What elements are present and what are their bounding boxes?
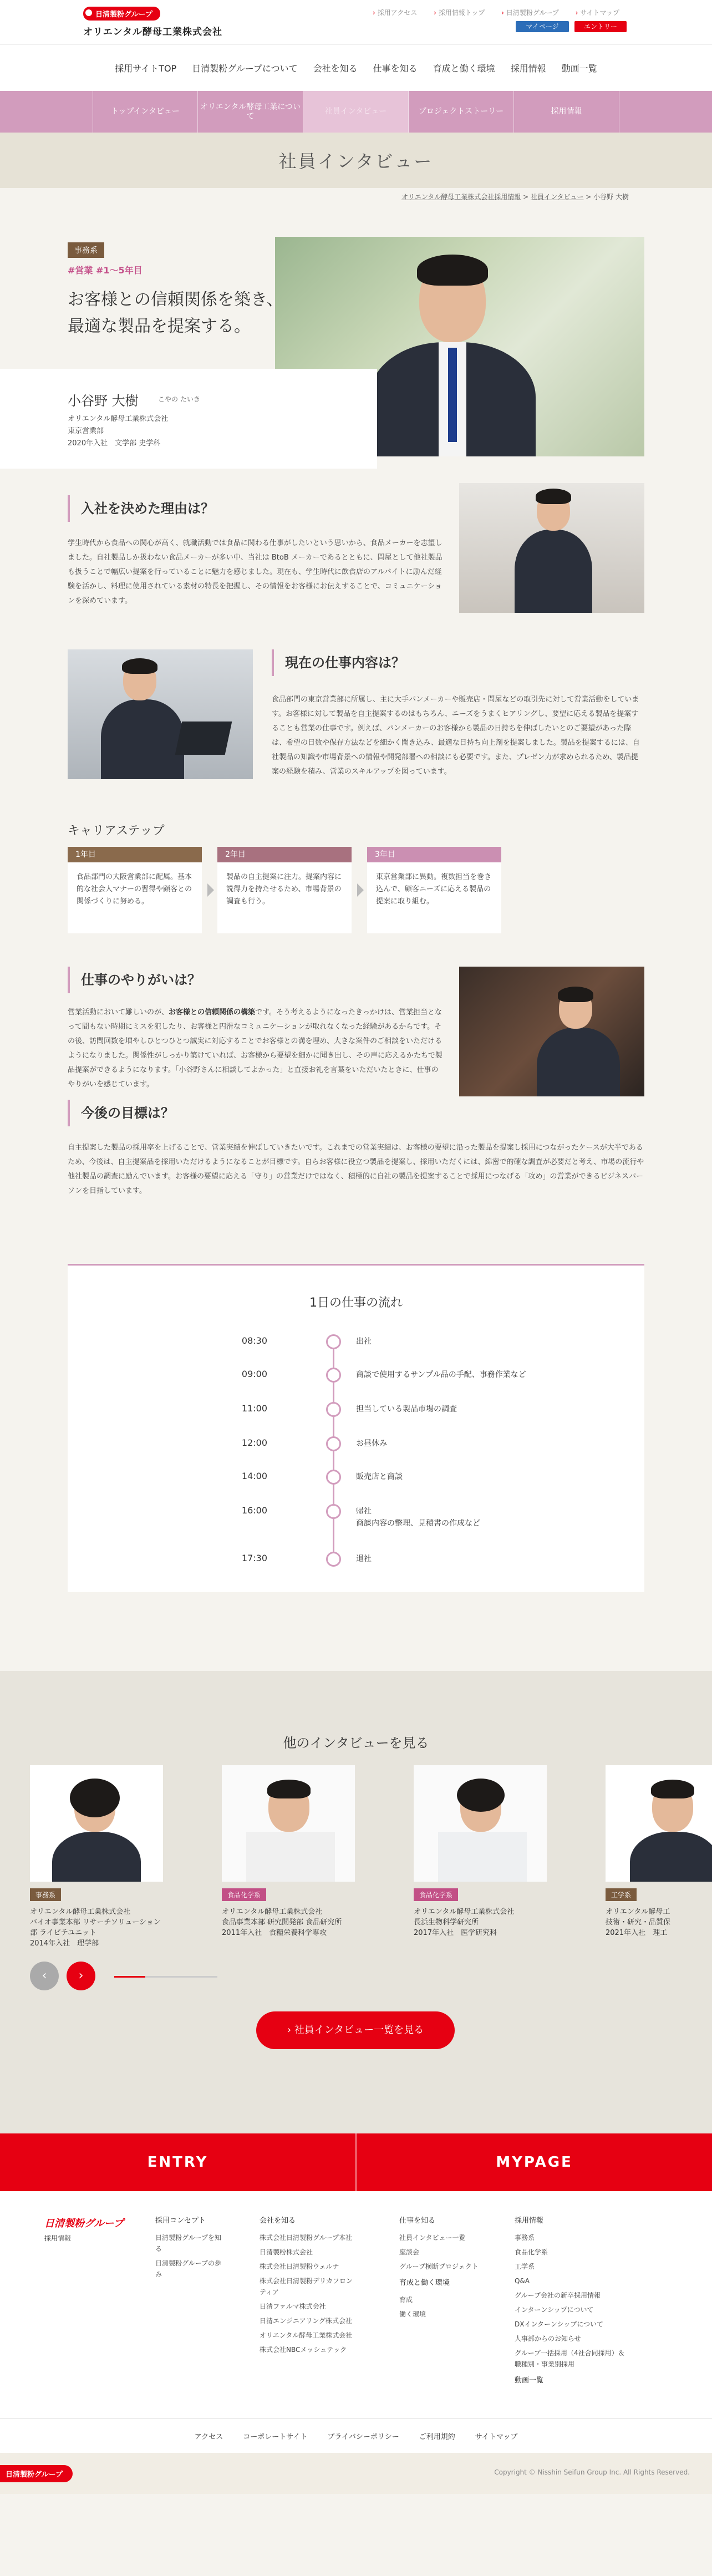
site-header bbox=[0, 0, 712, 44]
footer-link[interactable]: アクセス bbox=[194, 2433, 223, 2441]
footer-logo[interactable]: 日清製粉グループ 採用情報 bbox=[44, 2218, 124, 2242]
page-title: 社員インタビュー bbox=[0, 133, 712, 188]
gnav-item[interactable]: 採用サイトTOP bbox=[115, 63, 177, 74]
card-text: オリエンタル酵母工業株式会社 長浜生物科学研究所 2017年入社 医学研究科 bbox=[414, 1908, 515, 1937]
breadcrumb-link[interactable]: オリエンタル酵母工業株式会社採用情報 bbox=[401, 193, 521, 201]
mypage-link[interactable]: MYPAGE bbox=[496, 2154, 573, 2171]
section-heading: 今後の目標は？ bbox=[68, 1100, 174, 1126]
laptop-photo bbox=[68, 649, 253, 779]
footer-link[interactable]: ご利用規約 bbox=[419, 2433, 455, 2441]
footer-col: 仕事を知る 社員インタビュー一覧 座談会 グループ横断プロジェクト 育成と働く環境 育成 働く環境 bbox=[399, 2217, 479, 2318]
breadcrumb-current: 小谷野 大樹 bbox=[593, 193, 629, 201]
section-work bbox=[0, 649, 712, 821]
card-photo bbox=[606, 1765, 712, 1882]
next-button[interactable]: › bbox=[67, 1962, 95, 1990]
career-steps bbox=[0, 821, 712, 967]
footer-col: 採用情報 事務系 食品化学系 工学系 Q&A グループ会社の新卒採用情報 インターンシップについて DXインターンシップについて 人事部からのお知らせ グループ一括採用（4社合同採用）＆職種別・事業別採用 動画一覧 bbox=[515, 2217, 625, 2385]
card-photo bbox=[414, 1765, 547, 1882]
gnav-item[interactable]: 仕事を知る bbox=[373, 63, 418, 74]
prev-button[interactable]: ‹ bbox=[30, 1962, 59, 1990]
footer-link[interactable]: プライバシーポリシー bbox=[327, 2433, 399, 2441]
hashtags: #営業 #1〜5年目 bbox=[68, 265, 143, 276]
util-link[interactable]: › サイトマップ bbox=[576, 9, 619, 17]
entry-button[interactable]: エントリー bbox=[574, 21, 627, 32]
career-step: 3年目 東京営業部に異動。複数担当を巻き込んで、顧客ニーズに応える製品の提案に取り組む。 bbox=[367, 847, 501, 933]
card-photo bbox=[30, 1765, 163, 1882]
section-heading: 仕事のやりがいは？ bbox=[68, 967, 201, 993]
section-goal bbox=[0, 1100, 712, 1264]
group-badge: 日清製粉グループ bbox=[83, 7, 160, 21]
card-text: オリエンタル酵母工業株式会社 バイオ事業本部 リサーチソリューション部 ライビテユニット 2014年入社 理学部 bbox=[30, 1908, 161, 1948]
interview-card[interactable] bbox=[414, 1765, 547, 1938]
hero bbox=[0, 206, 712, 483]
footer-group-logo[interactable]: 日清製粉グループ bbox=[0, 2465, 73, 2482]
util-link[interactable]: › 日清製粉グループ bbox=[501, 9, 559, 17]
section-text: 自主提案した製品の採用率を上げることで、営業実績を伸ばしていきたいです。これまでの営業実績は、お客様の要望に沿った製品を提案し採用につながったケースが大半であるため、今後は、自主提案品を採用いただけるようになることが目標です。自らお客様に役立つ製品を提案し、採用いただくには、綿密で的確な調査が必要だと考え、市場の流行や他社製品の調査に励んでいます。お客様の要望に応える「守り」の営業だけではなく、積極的に自社の製品を提案することで採用につなげる「攻め」の営業ができるビジネスパーソンを目指しています。 bbox=[68, 1144, 644, 1195]
section-heading: 現在の仕事内容は？ bbox=[272, 649, 405, 676]
card-category: 工学系 bbox=[606, 1888, 637, 1901]
subnav-item[interactable]: 採用情報 bbox=[514, 91, 619, 133]
interview-card[interactable] bbox=[222, 1765, 355, 1938]
career-step: 2年目 製品の自主提案に注力。提案内容に説得力を持たせるため、市場背景の調査も行う。 bbox=[217, 847, 352, 933]
sub-nav bbox=[0, 91, 712, 133]
daily-flow bbox=[0, 1264, 712, 1671]
step-arrow bbox=[357, 883, 364, 897]
section-text: 食品部門の東京営業部に所属し、主に大手パンメーカーや販売店・問屋などの取引先に対して営業活動をしています。お客様に対して製品を自主提案するのはもちろん、ニーズをうまくヒアリングし、要望に応える製品を提案することも営業の仕事です。例えば、パンメーカーのお客様から製品の日持ちを伸ばしたいとのご要望があった際は、希望の日数や保存方法などを細かく聞き込み、最適な日持ち向上剤を提案しました。製品を提案するには、自社製品の知識や市場背景への情報や開発部署への相談にも必要です。また、プレゼン力が求められるため、製品提案の経験を積み、営業のスキルアップを図っています。 bbox=[272, 695, 640, 776]
card-text: オリエンタル酵母工業株式会社 食品事業本部 研究開発部 食品研究所 2011年入社 食糧栄養科学専攻 bbox=[222, 1908, 342, 1937]
utility-links bbox=[373, 8, 634, 17]
section-text: 学生時代から食品への関心が高く、就職活動では食品に関わる仕事がしたいという思いから、食品メーカーを志望しました。自社製品しか扱わない食品メーカーが多い中、当社は BtoB メーカーであるとともに、問屋として他社製品も扱うことで幅広い提案を行っていることに魅力を感じました。現在も、学生時代に飲食店のアルバイトに励んだ経験を活かし、料理に使用されている素材の特長を把握し、その情報をお客様にお伝えすることで、コミュニケーションを深めています。 bbox=[68, 539, 443, 605]
section-rewarding bbox=[0, 967, 712, 1100]
section-reason bbox=[0, 483, 712, 649]
interview-card[interactable] bbox=[30, 1765, 163, 1949]
breadcrumb: オリエンタル酵母工業株式会社採用情報 > 社員インタビュー > 小谷野 大樹 bbox=[401, 193, 629, 201]
office-photo bbox=[459, 483, 644, 613]
section-heading: 入社を決めた理由は？ bbox=[68, 495, 214, 522]
card-category: 事務系 bbox=[30, 1888, 61, 1901]
mypage-button[interactable]: マイページ bbox=[516, 21, 569, 32]
corp-name: オリエンタル酵母工業株式会社 bbox=[83, 27, 222, 38]
interview-list-button[interactable]: › 社員インタビュー一覧を見る bbox=[256, 2011, 455, 2049]
catch-copy: お客様との信頼関係を築き、 最適な製品を提案する。 bbox=[68, 290, 283, 336]
footer-col: 会社を知る 株式会社日清製粉グループ本社 日清製粉株式会社 株式会社日清製粉ウェルナ 株式会社日清製粉デリカフロンティア 日清ファルマ株式会社 日清エンジニアリング株式会社 オリエンタル酵母工業株式会社 株式会社NBCメッシュテック bbox=[260, 2217, 353, 2354]
entry-link[interactable]: ENTRY bbox=[0, 2133, 357, 2191]
flow-title: 1日の仕事の流れ bbox=[309, 1296, 403, 1310]
logo[interactable] bbox=[83, 7, 227, 38]
employee-kana: こやの たいき bbox=[158, 395, 200, 403]
copyright-bar bbox=[0, 2453, 712, 2494]
career-step: 1年目 食品部門の大阪営業部に配属。基本的な社会人マナーの習得や顧客との関係づくりに努める。 bbox=[68, 847, 202, 933]
subnav-item[interactable]: トップインタビュー bbox=[93, 91, 198, 133]
footer-nav bbox=[0, 2191, 712, 2419]
gnav-item[interactable]: 動画一覧 bbox=[561, 63, 597, 74]
gnav-item[interactable]: 育成と働く環境 bbox=[433, 63, 495, 74]
breadcrumb-link[interactable]: 社員インタビュー bbox=[530, 193, 584, 201]
card-text: オリエンタル酵母工 技術・研究・品質保 2021年入社 理工 bbox=[606, 1908, 671, 1937]
other-interviews-title: 他のインタビューを見る bbox=[283, 1735, 429, 1751]
step-arrow bbox=[207, 883, 214, 897]
footer-col: 採用コンセプト 日清製粉グループを知る 日清製粉グループの歩み bbox=[155, 2217, 222, 2278]
subnav-item[interactable]: オリエンタル酵母工業について bbox=[198, 91, 303, 133]
util-link[interactable]: › 採用情報トップ bbox=[434, 9, 485, 17]
footer-bottom-links bbox=[0, 2419, 712, 2453]
section-text: 営業活動において難しいのが、お客様との信頼関係の構築です。そう考えるようになったきっかけは、営業担当となって間もない時期にミスを犯したり、お客様と円滑なコミュニケーションが取れなくなった経験があるからです。その後、訪問回数を増やしひとつひとつ誠実に対応することでお客様との溝を埋め、大きな案件のご相談をいただけるようになりました。関係性がしっかり築けていれば、お客様から要望を細かに聞き出し、その声に応えるかたちで製品提案ができるようになります。「小谷野さんに相談してよかった」と直接お礼を言葉をいただいたときに、仕事のやりがいを感じています。 bbox=[68, 1008, 443, 1089]
gnav-item[interactable]: 採用情報 bbox=[510, 63, 546, 74]
gnav-item[interactable]: 日清製粉グループについて bbox=[192, 63, 298, 74]
subnav-item-active[interactable]: 社員インタビュー bbox=[303, 91, 409, 133]
card-photo bbox=[222, 1765, 355, 1882]
footer-link[interactable]: コーポレートサイト bbox=[243, 2433, 308, 2441]
subnav-item[interactable]: プロジェクトストーリー bbox=[409, 91, 514, 133]
flow-box: 1日の仕事の流れ 08:30 出社 09:00 商談で使用するサンプル品の手配、事務作業など 11:00 担当している製品市場の調査 12:00 お昼休み 14:00 販売店と商談 16:00 帰社 商談内容の整理、見積書の作成など 17:30 退社 bbox=[68, 1264, 644, 1592]
other-interviews bbox=[0, 1671, 712, 2133]
card-category: 食品化学系 bbox=[222, 1888, 266, 1901]
interview-card[interactable] bbox=[606, 1765, 712, 1938]
slider-progress bbox=[114, 1976, 217, 1978]
entry-bar bbox=[0, 2133, 712, 2191]
category-badge: 事務系 bbox=[68, 242, 104, 258]
career-title: キャリアステップ bbox=[68, 824, 165, 838]
meeting-photo bbox=[459, 967, 644, 1096]
global-nav bbox=[0, 44, 712, 91]
card-category: 食品化学系 bbox=[414, 1888, 458, 1901]
profile-box bbox=[0, 369, 377, 469]
employee-name: 小谷野 大樹 bbox=[68, 393, 139, 409]
employee-profile: オリエンタル酵母工業株式会社 東京営業部 2020年入社 文学部 史学科 bbox=[68, 415, 169, 448]
gnav-item[interactable]: 会社を知る bbox=[313, 63, 358, 74]
copyright: Copyright © Nisshin Seifun Group Inc. All Rights Reserved. bbox=[494, 2468, 690, 2476]
footer-link[interactable]: サイトマップ bbox=[475, 2433, 518, 2441]
util-link[interactable]: › 採用アクセス bbox=[373, 9, 417, 17]
